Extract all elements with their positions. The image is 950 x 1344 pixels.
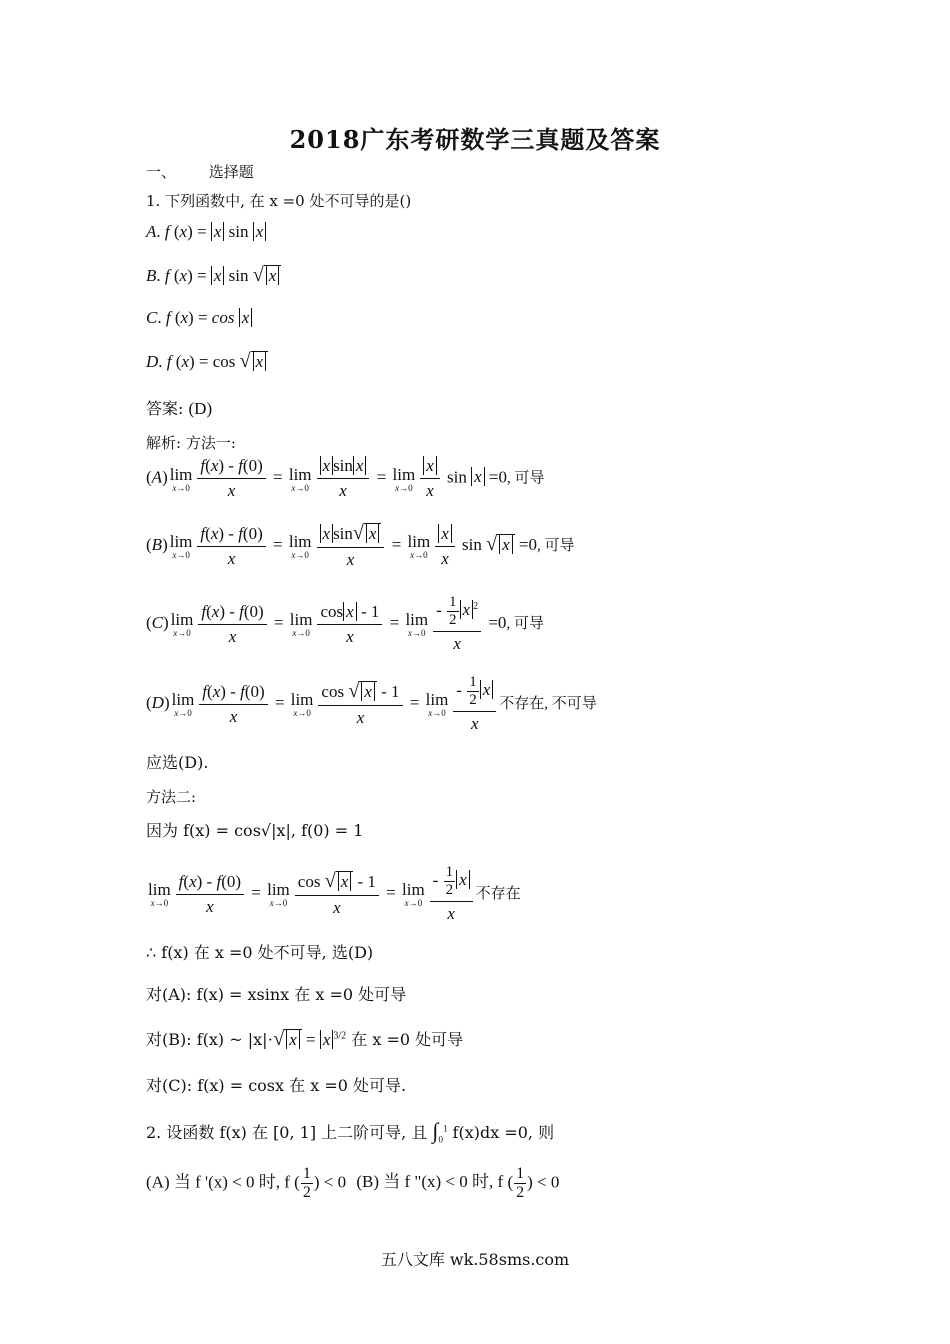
check-a-line: 对(A): f(x) = xsinx 在 x =0 处可导 [146, 985, 407, 1004]
method-two-label: 方法二: [146, 788, 197, 806]
limit-c-conclusion: , 可导 [506, 615, 544, 632]
option-b: B. f (x) = x sin √ x [146, 264, 281, 287]
check-b-post: 在 x =0 处可导 [351, 1030, 464, 1049]
answer-line [146, 396, 212, 419]
limit-method-two: lim x→0 $\frac{f(x) - f(0)}{x}$ = lim x→0 $\frac{\cos √ x - 1}{x}$ = lim x→0 - $\frac{1}{2}$ x x 不存在 [148, 864, 521, 923]
option-c: C. f (x) = cos x [146, 308, 252, 328]
choose-d: 应选(D). [146, 753, 209, 772]
answer-label: 答案: [146, 399, 184, 418]
option-a: A. f (x) = x sin x [146, 222, 266, 242]
question-2-options: (A) 当 f '(x) < 0 时, f ( $\frac{1}{2}$ ) < 0 (B) 当 f "(x) < 0 时, f ( $\frac{1}{2}$ ) < 0 [146, 1165, 560, 1201]
option-d: D. f (x) = cos √ x [146, 350, 268, 373]
limit-a-conclusion: , 可导 [507, 470, 545, 487]
because-line: 因为 f(x) = cos√|x|, f(0) = 1 [146, 821, 364, 840]
analysis-label: 解析: 方法一: [146, 434, 236, 452]
check-c-line: 对(C): f(x) = cosx 在 x =0 处可导. [146, 1076, 407, 1095]
page-title: 2018广东考研数学三真题及答案 [289, 125, 661, 154]
limit-d-conclusion: 不存在, 不可导 [499, 695, 597, 712]
question-2-option-a: (A) 当 f '(x) < 0 时, f [146, 1172, 290, 1192]
limit-d: (D) lim x→0 $\frac{f(x) - f(0)}{x}$ = lim x→0 $\frac{\cos √ x - 1}{x}$ = lim x→0 - $\frac{1}{2}$ x x 不存在, 不可导 [146, 674, 597, 733]
limit-c: (C) lim x→0 $\frac{f(x) - f(0)}{x}$ = lim x→0 $\frac{\text{cos x - 1}}{x}$ = lim x→0 - $\frac{1}{2}$ x $^2$ x =0, 可导 [146, 594, 544, 653]
method-two-conclusion: 不存在 [475, 885, 521, 902]
question-2-stem: 2. 设函数 f(x) 在 [0, 1] 上二阶可导, 且 $\int_0^1$ f(x)dx =0, 则 [146, 1118, 555, 1145]
question-2-stem-pre: 2. 设函数 f(x) 在 [0, 1] 上二阶可导, 且 [146, 1123, 428, 1142]
question-2-stem-post: f(x)dx =0, 则 [452, 1123, 555, 1142]
limit-b: (B) lim x→0 $\frac{f(x) - f(0)}{x}$ = lim x→0 $\frac{\text{x sin√ x}}{x}$ = lim x→0 $\frac{x}{x}$ sin √ x =0, 可导 [146, 522, 575, 569]
limit-a: (A) lim x→0 $\frac{f(x) - f(0)}{x}$ = lim x→0 $\frac{\text{x sin x}}{x}$ = lim x→0 $\frac{x}{x}$ sin x =0, 可导 [146, 456, 545, 500]
limit-b-conclusion: , 可导 [536, 537, 575, 554]
check-b-pre: 对(B): f(x) ~ |x| [146, 1030, 268, 1049]
footer-watermark: 五八文库 wk.58sms.com [380, 1250, 570, 1269]
section-heading [146, 161, 254, 182]
answer-value: (D) [188, 399, 213, 418]
question-1-stem: 1. 下列函数中, 在 x =0 处不可导的是() [146, 192, 412, 210]
check-b-line: 对(B): f(x) ~ |x|·√ x = x $^{3/2}$ 在 x =0 处可导 [146, 1028, 464, 1050]
question-2-option-b-rel: < 0 [537, 1172, 560, 1192]
section-number: 一、 [146, 163, 177, 181]
question-2-option-a-rel: < 0 [323, 1172, 347, 1192]
section-label: 选择题 [208, 163, 254, 181]
question-2-option-b: (B) 当 f "(x) < 0 时, f [356, 1172, 504, 1192]
therefore-line: ∴ f(x) 在 x =0 处不可导, 选(D) [146, 943, 374, 962]
